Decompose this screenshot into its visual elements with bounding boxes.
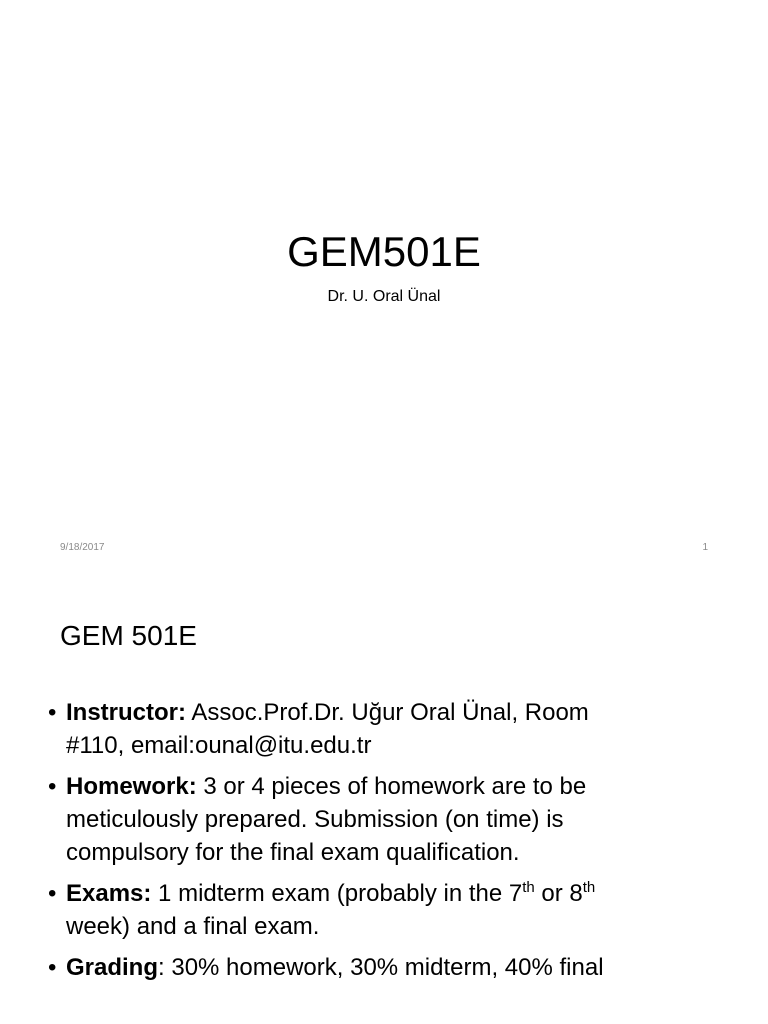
grading-text: : 30% homework, 30% midterm, 40% final [158,954,604,981]
instructor-text: Assoc.Prof.Dr. Uğur Oral Ünal, Room [186,699,589,726]
homework-line-2: meticulously prepared. Submission (on time) is [66,806,564,833]
bullet-list [48,696,728,992]
bullet-grading [48,951,728,984]
grading-line-1 [66,951,728,984]
exams-sup-b: th [582,879,596,896]
exams-line-1 [66,877,728,910]
bullet-instructor [48,696,728,762]
instructor-line-1 [66,696,728,729]
homework-label: Homework: [66,773,197,800]
instructor-line-2: #110, email:ounal@itu.edu.tr [66,732,372,759]
slide-1-date: 9/18/2017 [60,542,105,553]
bullet-exams [48,877,728,943]
slide-2 [0,576,768,1024]
bullet-mark: • [48,699,57,726]
bullet-mark: • [48,880,57,907]
bullet-homework [48,770,728,869]
slide-1-title: GEM501E [287,228,481,275]
bullet-mark: • [48,954,57,981]
exams-line-2: week) and a final exam. [66,913,320,940]
instructor-label: Instructor: [66,699,186,726]
slide-2-title: GEM 501E [60,620,197,651]
exams-label: Exams: [66,880,152,907]
bullet-mark: • [48,773,57,800]
exams-text-b: or 8 [534,880,583,907]
homework-line-3: compulsory for the final exam qualification. [66,839,520,866]
exams-text-a: 1 midterm exam (probably in the 7 [151,880,523,907]
homework-line-1 [66,770,728,803]
slide-1-subtitle: Dr. U. Oral Ünal [327,288,441,305]
grading-label: Grading [66,954,159,981]
homework-text: 3 or 4 pieces of homework are to be [196,773,587,800]
exams-sup-a: th [522,879,535,896]
slide-1-number: 1 [702,542,708,553]
